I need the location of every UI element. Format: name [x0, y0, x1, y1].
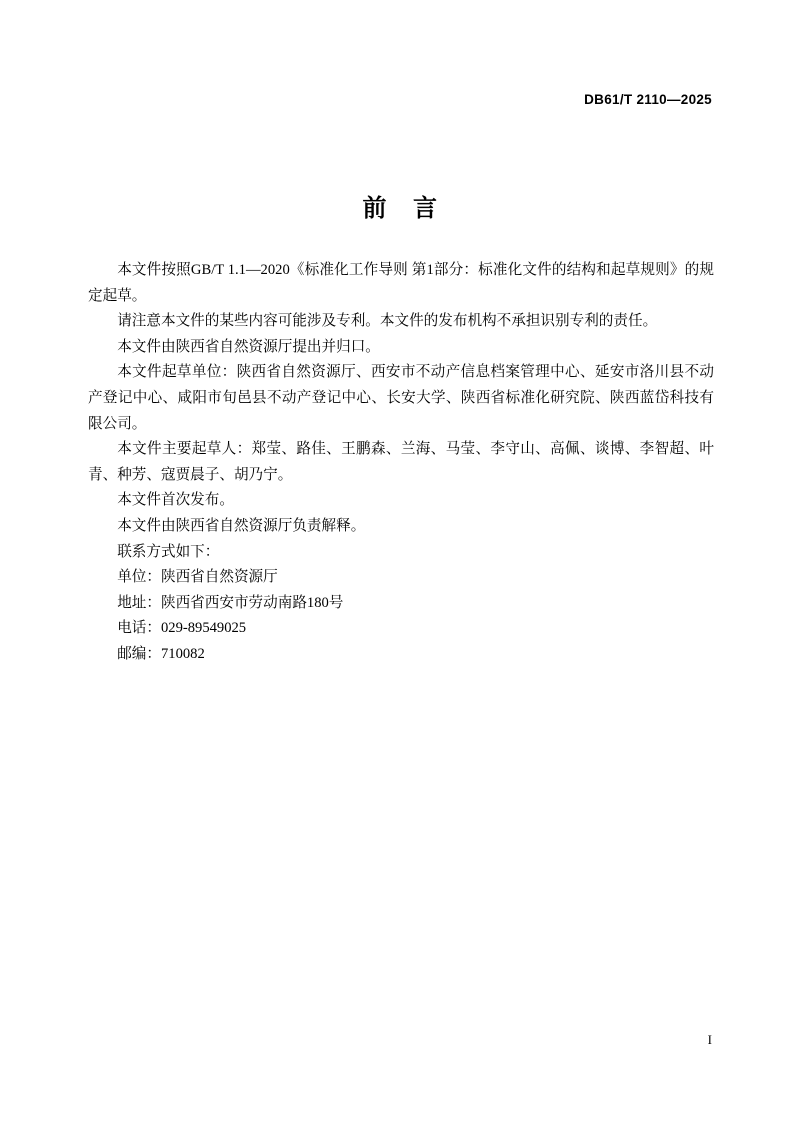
paragraph-contact-heading: 联系方式如下：	[117, 543, 220, 560]
paragraph-patent-notice: 请注意本文件的某些内容可能涉及专利。本文件的发布机构不承担识别专利的责任。	[117, 313, 658, 330]
page-title-char-2: 言	[413, 196, 438, 222]
foreword-body	[88, 258, 714, 668]
page-title-char-1: 前	[362, 196, 387, 222]
contact-postcode: 邮编：710082	[117, 645, 205, 662]
paragraph-first-release: 本文件首次发布。	[117, 492, 234, 509]
paragraph-drafting-rules: 本文件按照GB/T 1.1—2020《标准化工作导则 第1部分：标准化文件的结构和起草规则》的规定起草。	[88, 262, 714, 304]
paragraph-interpretation-body: 本文件由陕西省自然资源厅负责解释。	[117, 517, 366, 534]
paragraph-proposing-body: 本文件由陕西省自然资源厅提出并归口。	[117, 338, 380, 355]
paragraph-drafting-organizations: 本文件起草单位：陕西省自然资源厅、西安市不动产信息档案管理中心、延安市洛川县不动产登记中心、咸阳市旬邑县不动产登记中心、长安大学、陕西省标准化研究院、陕西蓝岱科技有限公司。	[88, 364, 714, 432]
standard-code-header: DB61/T 2110—2025	[584, 92, 712, 107]
contact-address: 地址：陕西省西安市劳动南路180号	[117, 594, 344, 611]
contact-phone: 电话：029-89549025	[117, 620, 247, 637]
paragraph-main-drafters: 本文件主要起草人：郑莹、路佳、王鹏森、兰海、马莹、李守山、高佩、谈博、李智超、叶青、种芳、寇贾晨子、胡乃宁。	[88, 441, 714, 483]
contact-organization: 单位：陕西省自然资源厅	[117, 569, 278, 586]
page-title	[0, 188, 800, 223]
page-number: I	[707, 1032, 712, 1047]
